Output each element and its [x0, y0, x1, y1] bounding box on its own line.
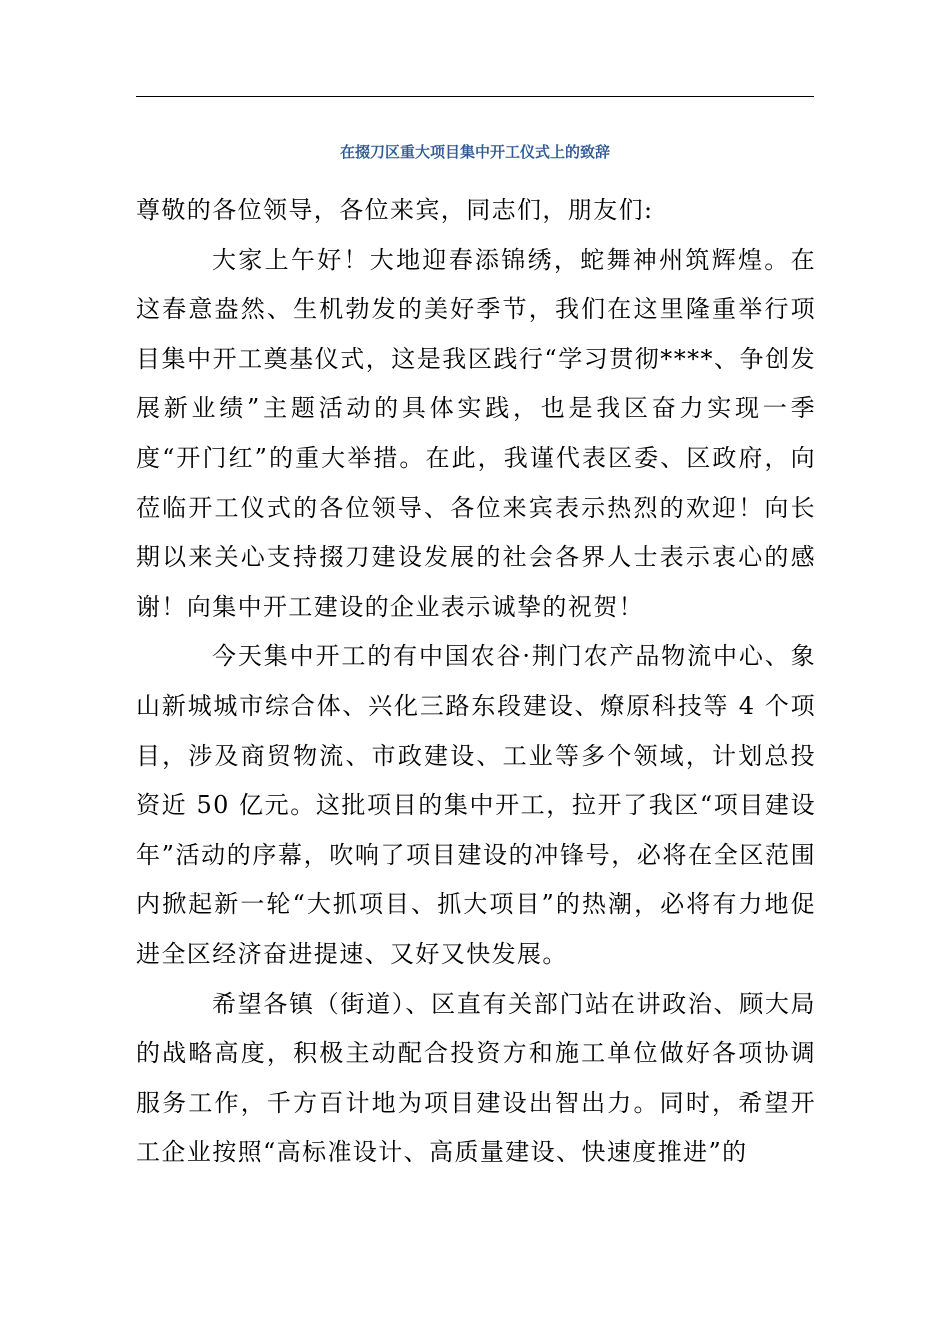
document-title: 在掇刀区重大项目集中开工仪式上的致辞	[339, 143, 610, 161]
document-body	[136, 186, 816, 1178]
salutation: 尊敬的各位领导，各位来宾，同志们，朋友们:	[136, 196, 654, 224]
paragraph-projects: 今天集中开工的有中国农谷·荆门农产品物流中心、象山新城城市综合体、兴化三路东段建设、燎原科技等 4 个项目，涉及商贸物流、市政建设、工业等多个领域，计划总投资近 50 亿元。这批项目的集中开工，拉开了我区“项目建设年”活动的序幕，吹响了项目建设的冲锋号，必将在全区范围内掀起新一轮“大抓项目、抓大项目”的热潮，必将有力地促进全区经济奋进提速、又好又快发展。	[136, 642, 816, 968]
header-rule	[136, 96, 814, 97]
paragraph-expectations: 希望各镇（街道）、区直有关部门站在讲政治、顾大局的战略高度，积极主动配合投资方和施工单位做好各项协调服务工作，千方百计地为项目建设出智出力。同时，希望开工企业按照“高标准设计、高质量建设、快速度推进”的	[136, 989, 816, 1167]
paragraph-greeting: 大家上午好！大地迎春添锦绣，蛇舞神州筑辉煌。在这春意盎然、生机勃发的美好季节，我们在这里隆重举行项目集中开工奠基仪式，这是我区践行“学习贯彻****、争创发展新业绩”主题活动的具体实践，也是我区奋力实现一季度“开门红”的重大举措。在此，我谨代表区委、区政府，向莅临开工仪式的各位领导、各位来宾表示热烈的欢迎！向长期以来关心支持掇刀建设发展的社会各界人士表示衷心的感谢！向集中开工建设的企业表示诚挚的祝贺！	[136, 245, 816, 621]
